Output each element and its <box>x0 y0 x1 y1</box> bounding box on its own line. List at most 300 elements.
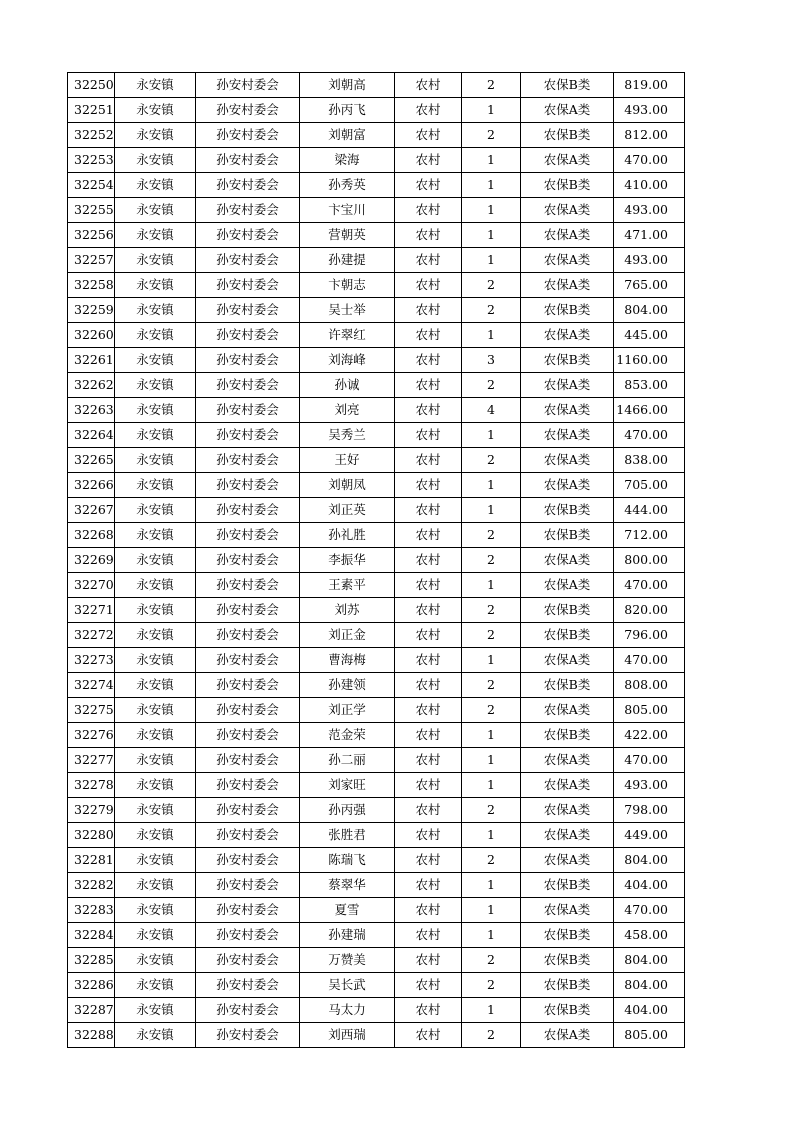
table-row <box>68 948 685 973</box>
town-cell: 永安镇 <box>115 673 196 698</box>
amount-cell: 404.00 <box>614 873 685 898</box>
insurance-category-cell: 农保A类 <box>521 198 614 223</box>
area-type-cell: 农村 <box>395 398 462 423</box>
household-count-cell: 2 <box>462 973 521 998</box>
town-cell: 永安镇 <box>115 623 196 648</box>
insurance-category-cell: 农保A类 <box>521 773 614 798</box>
amount-cell: 470.00 <box>614 898 685 923</box>
name-cell: 孙建瑞 <box>300 923 395 948</box>
name-cell: 曹海梅 <box>300 648 395 673</box>
village-committee-cell: 孙安村委会 <box>196 698 300 723</box>
household-count-cell: 2 <box>462 623 521 648</box>
household-count-cell: 1 <box>462 248 521 273</box>
table-row <box>68 523 685 548</box>
row-id-cell: 32281 <box>68 848 115 873</box>
area-type-cell: 农村 <box>395 923 462 948</box>
amount-cell: 493.00 <box>614 248 685 273</box>
household-count-cell: 2 <box>462 298 521 323</box>
insurance-category-cell: 农保A类 <box>521 323 614 348</box>
town-cell: 永安镇 <box>115 598 196 623</box>
insurance-category-cell: 农保A类 <box>521 698 614 723</box>
village-committee-cell: 孙安村委会 <box>196 1023 300 1048</box>
town-cell: 永安镇 <box>115 923 196 948</box>
household-count-cell: 2 <box>462 698 521 723</box>
village-committee-cell: 孙安村委会 <box>196 198 300 223</box>
table-row <box>68 748 685 773</box>
table-row <box>68 373 685 398</box>
town-cell: 永安镇 <box>115 423 196 448</box>
village-committee-cell: 孙安村委会 <box>196 548 300 573</box>
name-cell: 刘家旺 <box>300 773 395 798</box>
name-cell: 马太力 <box>300 998 395 1023</box>
household-count-cell: 2 <box>462 848 521 873</box>
amount-cell: 805.00 <box>614 1023 685 1048</box>
village-committee-cell: 孙安村委会 <box>196 373 300 398</box>
amount-cell: 819.00 <box>614 73 685 98</box>
village-committee-cell: 孙安村委会 <box>196 673 300 698</box>
name-cell: 刘亮 <box>300 398 395 423</box>
name-cell: 夏雪 <box>300 898 395 923</box>
household-count-cell: 2 <box>462 523 521 548</box>
town-cell: 永安镇 <box>115 1023 196 1048</box>
insurance-category-cell: 农保A类 <box>521 98 614 123</box>
village-committee-cell: 孙安村委会 <box>196 223 300 248</box>
household-count-cell: 1 <box>462 648 521 673</box>
row-id-cell: 32271 <box>68 598 115 623</box>
table-row <box>68 973 685 998</box>
amount-cell: 1466.00 <box>614 398 685 423</box>
village-committee-cell: 孙安村委会 <box>196 773 300 798</box>
village-committee-cell: 孙安村委会 <box>196 748 300 773</box>
name-cell: 刘正金 <box>300 623 395 648</box>
name-cell: 孙建领 <box>300 673 395 698</box>
village-committee-cell: 孙安村委会 <box>196 398 300 423</box>
table-row <box>68 548 685 573</box>
name-cell: 吴长武 <box>300 973 395 998</box>
name-cell: 孙二丽 <box>300 748 395 773</box>
table-row <box>68 998 685 1023</box>
amount-cell: 712.00 <box>614 523 685 548</box>
area-type-cell: 农村 <box>395 273 462 298</box>
area-type-cell: 农村 <box>395 648 462 673</box>
area-type-cell: 农村 <box>395 598 462 623</box>
area-type-cell: 农村 <box>395 248 462 273</box>
area-type-cell: 农村 <box>395 698 462 723</box>
row-id-cell: 32284 <box>68 923 115 948</box>
name-cell: 卞宝川 <box>300 198 395 223</box>
row-id-cell: 32276 <box>68 723 115 748</box>
insurance-category-cell: 农保A类 <box>521 648 614 673</box>
name-cell: 刘海峰 <box>300 348 395 373</box>
village-committee-cell: 孙安村委会 <box>196 898 300 923</box>
insurance-category-cell: 农保A类 <box>521 1023 614 1048</box>
amount-cell: 765.00 <box>614 273 685 298</box>
area-type-cell: 农村 <box>395 848 462 873</box>
row-id-cell: 32279 <box>68 798 115 823</box>
amount-cell: 458.00 <box>614 923 685 948</box>
insurance-category-cell: 农保B类 <box>521 73 614 98</box>
row-id-cell: 32286 <box>68 973 115 998</box>
row-id-cell: 32282 <box>68 873 115 898</box>
town-cell: 永安镇 <box>115 698 196 723</box>
village-committee-cell: 孙安村委会 <box>196 148 300 173</box>
village-committee-cell: 孙安村委会 <box>196 473 300 498</box>
name-cell: 营朝英 <box>300 223 395 248</box>
table-row <box>68 798 685 823</box>
town-cell: 永安镇 <box>115 223 196 248</box>
row-id-cell: 32288 <box>68 1023 115 1048</box>
household-count-cell: 2 <box>462 673 521 698</box>
amount-cell: 804.00 <box>614 973 685 998</box>
row-id-cell: 32256 <box>68 223 115 248</box>
household-count-cell: 1 <box>462 173 521 198</box>
row-id-cell: 32257 <box>68 248 115 273</box>
row-id-cell: 32264 <box>68 423 115 448</box>
area-type-cell: 农村 <box>395 873 462 898</box>
name-cell: 刘西瑞 <box>300 1023 395 1048</box>
amount-cell: 493.00 <box>614 98 685 123</box>
row-id-cell: 32287 <box>68 998 115 1023</box>
amount-cell: 820.00 <box>614 598 685 623</box>
village-committee-cell: 孙安村委会 <box>196 948 300 973</box>
household-count-cell: 2 <box>462 373 521 398</box>
insurance-category-cell: 农保B类 <box>521 598 614 623</box>
town-cell: 永安镇 <box>115 98 196 123</box>
name-cell: 刘苏 <box>300 598 395 623</box>
name-cell: 刘正英 <box>300 498 395 523</box>
town-cell: 永安镇 <box>115 573 196 598</box>
town-cell: 永安镇 <box>115 648 196 673</box>
table-row <box>68 923 685 948</box>
name-cell: 刘正学 <box>300 698 395 723</box>
insurance-category-cell: 农保B类 <box>521 998 614 1023</box>
town-cell: 永安镇 <box>115 173 196 198</box>
row-id-cell: 32260 <box>68 323 115 348</box>
insurance-category-cell: 农保A类 <box>521 248 614 273</box>
row-id-cell: 32261 <box>68 348 115 373</box>
row-id-cell: 32262 <box>68 373 115 398</box>
row-id-cell: 32270 <box>68 573 115 598</box>
data-table <box>67 72 685 1048</box>
insurance-category-cell: 农保A类 <box>521 373 614 398</box>
row-id-cell: 32274 <box>68 673 115 698</box>
town-cell: 永安镇 <box>115 148 196 173</box>
area-type-cell: 农村 <box>395 198 462 223</box>
row-id-cell: 32275 <box>68 698 115 723</box>
table-row <box>68 423 685 448</box>
area-type-cell: 农村 <box>395 973 462 998</box>
table-row <box>68 598 685 623</box>
village-committee-cell: 孙安村委会 <box>196 273 300 298</box>
household-count-cell: 1 <box>462 748 521 773</box>
table-row <box>68 398 685 423</box>
town-cell: 永安镇 <box>115 398 196 423</box>
town-cell: 永安镇 <box>115 773 196 798</box>
table-row <box>68 348 685 373</box>
insurance-category-cell: 农保A类 <box>521 548 614 573</box>
row-id-cell: 32263 <box>68 398 115 423</box>
village-committee-cell: 孙安村委会 <box>196 123 300 148</box>
amount-cell: 410.00 <box>614 173 685 198</box>
household-count-cell: 1 <box>462 873 521 898</box>
row-id-cell: 32285 <box>68 948 115 973</box>
amount-cell: 804.00 <box>614 948 685 973</box>
table-row <box>68 498 685 523</box>
insurance-category-cell: 农保A类 <box>521 398 614 423</box>
town-cell: 永安镇 <box>115 123 196 148</box>
table-row <box>68 323 685 348</box>
area-type-cell: 农村 <box>395 123 462 148</box>
area-type-cell: 农村 <box>395 523 462 548</box>
area-type-cell: 农村 <box>395 1023 462 1048</box>
row-id-cell: 32265 <box>68 448 115 473</box>
household-count-cell: 4 <box>462 398 521 423</box>
town-cell: 永安镇 <box>115 748 196 773</box>
area-type-cell: 农村 <box>395 823 462 848</box>
household-count-cell: 2 <box>462 948 521 973</box>
table-row <box>68 898 685 923</box>
household-count-cell: 2 <box>462 798 521 823</box>
amount-cell: 705.00 <box>614 473 685 498</box>
row-id-cell: 32255 <box>68 198 115 223</box>
amount-cell: 445.00 <box>614 323 685 348</box>
insurance-category-cell: 农保B类 <box>521 123 614 148</box>
insurance-category-cell: 农保B类 <box>521 948 614 973</box>
table-row <box>68 223 685 248</box>
name-cell: 范金荣 <box>300 723 395 748</box>
town-cell: 永安镇 <box>115 498 196 523</box>
name-cell: 孙秀英 <box>300 173 395 198</box>
amount-cell: 800.00 <box>614 548 685 573</box>
row-id-cell: 32250 <box>68 73 115 98</box>
area-type-cell: 农村 <box>395 98 462 123</box>
household-count-cell: 1 <box>462 723 521 748</box>
insurance-category-cell: 农保B类 <box>521 673 614 698</box>
insurance-category-cell: 农保B类 <box>521 498 614 523</box>
name-cell: 刘朝富 <box>300 123 395 148</box>
amount-cell: 838.00 <box>614 448 685 473</box>
town-cell: 永安镇 <box>115 873 196 898</box>
name-cell: 刘朝高 <box>300 73 395 98</box>
table-row <box>68 298 685 323</box>
row-id-cell: 32254 <box>68 173 115 198</box>
area-type-cell: 农村 <box>395 323 462 348</box>
town-cell: 永安镇 <box>115 973 196 998</box>
row-id-cell: 32251 <box>68 98 115 123</box>
amount-cell: 805.00 <box>614 698 685 723</box>
area-type-cell: 农村 <box>395 673 462 698</box>
town-cell: 永安镇 <box>115 948 196 973</box>
insurance-category-cell: 农保B类 <box>521 173 614 198</box>
amount-cell: 853.00 <box>614 373 685 398</box>
amount-cell: 470.00 <box>614 573 685 598</box>
town-cell: 永安镇 <box>115 898 196 923</box>
village-committee-cell: 孙安村委会 <box>196 848 300 873</box>
amount-cell: 796.00 <box>614 623 685 648</box>
town-cell: 永安镇 <box>115 323 196 348</box>
area-type-cell: 农村 <box>395 948 462 973</box>
insurance-category-cell: 农保A类 <box>521 748 614 773</box>
name-cell: 刘朝凤 <box>300 473 395 498</box>
insurance-category-cell: 农保A类 <box>521 423 614 448</box>
village-committee-cell: 孙安村委会 <box>196 498 300 523</box>
town-cell: 永安镇 <box>115 548 196 573</box>
table-row <box>68 123 685 148</box>
amount-cell: 493.00 <box>614 198 685 223</box>
insurance-category-cell: 农保A类 <box>521 273 614 298</box>
village-committee-cell: 孙安村委会 <box>196 573 300 598</box>
town-cell: 永安镇 <box>115 798 196 823</box>
table-row <box>68 173 685 198</box>
village-committee-cell: 孙安村委会 <box>196 423 300 448</box>
insurance-category-cell: 农保A类 <box>521 848 614 873</box>
row-id-cell: 32268 <box>68 523 115 548</box>
village-committee-cell: 孙安村委会 <box>196 523 300 548</box>
village-committee-cell: 孙安村委会 <box>196 823 300 848</box>
household-count-cell: 2 <box>462 73 521 98</box>
village-committee-cell: 孙安村委会 <box>196 973 300 998</box>
village-committee-cell: 孙安村委会 <box>196 648 300 673</box>
row-id-cell: 32266 <box>68 473 115 498</box>
town-cell: 永安镇 <box>115 523 196 548</box>
table-row <box>68 623 685 648</box>
town-cell: 永安镇 <box>115 473 196 498</box>
row-id-cell: 32269 <box>68 548 115 573</box>
table-row <box>68 1023 685 1048</box>
row-id-cell: 32258 <box>68 273 115 298</box>
area-type-cell: 农村 <box>395 898 462 923</box>
row-id-cell: 32267 <box>68 498 115 523</box>
village-committee-cell: 孙安村委会 <box>196 323 300 348</box>
household-count-cell: 1 <box>462 773 521 798</box>
area-type-cell: 农村 <box>395 223 462 248</box>
town-cell: 永安镇 <box>115 848 196 873</box>
town-cell: 永安镇 <box>115 373 196 398</box>
town-cell: 永安镇 <box>115 298 196 323</box>
name-cell: 孙建提 <box>300 248 395 273</box>
row-id-cell: 32280 <box>68 823 115 848</box>
insurance-category-cell: 农保A类 <box>521 448 614 473</box>
amount-cell: 404.00 <box>614 998 685 1023</box>
table-row <box>68 673 685 698</box>
town-cell: 永安镇 <box>115 723 196 748</box>
insurance-category-cell: 农保B类 <box>521 348 614 373</box>
household-count-cell: 2 <box>462 598 521 623</box>
town-cell: 永安镇 <box>115 248 196 273</box>
village-committee-cell: 孙安村委会 <box>196 248 300 273</box>
household-count-cell: 1 <box>462 823 521 848</box>
area-type-cell: 农村 <box>395 373 462 398</box>
table-row <box>68 473 685 498</box>
insurance-category-cell: 农保A类 <box>521 573 614 598</box>
amount-cell: 470.00 <box>614 648 685 673</box>
name-cell: 万赞美 <box>300 948 395 973</box>
household-count-cell: 2 <box>462 273 521 298</box>
village-committee-cell: 孙安村委会 <box>196 98 300 123</box>
village-committee-cell: 孙安村委会 <box>196 723 300 748</box>
area-type-cell: 农村 <box>395 473 462 498</box>
village-committee-cell: 孙安村委会 <box>196 298 300 323</box>
table-row <box>68 698 685 723</box>
household-count-cell: 1 <box>462 423 521 448</box>
area-type-cell: 农村 <box>395 423 462 448</box>
insurance-category-cell: 农保A类 <box>521 798 614 823</box>
household-count-cell: 1 <box>462 148 521 173</box>
table-row <box>68 823 685 848</box>
table-row <box>68 648 685 673</box>
table-row <box>68 273 685 298</box>
name-cell: 王好 <box>300 448 395 473</box>
amount-cell: 449.00 <box>614 823 685 848</box>
amount-cell: 471.00 <box>614 223 685 248</box>
insurance-category-cell: 农保A类 <box>521 223 614 248</box>
row-id-cell: 32277 <box>68 748 115 773</box>
village-committee-cell: 孙安村委会 <box>196 873 300 898</box>
row-id-cell: 32273 <box>68 648 115 673</box>
name-cell: 孙诚 <box>300 373 395 398</box>
village-committee-cell: 孙安村委会 <box>196 348 300 373</box>
household-count-cell: 1 <box>462 473 521 498</box>
household-count-cell: 1 <box>462 898 521 923</box>
town-cell: 永安镇 <box>115 448 196 473</box>
village-committee-cell: 孙安村委会 <box>196 598 300 623</box>
table-row <box>68 198 685 223</box>
amount-cell: 493.00 <box>614 773 685 798</box>
name-cell: 孙礼胜 <box>300 523 395 548</box>
name-cell: 梁海 <box>300 148 395 173</box>
insurance-category-cell: 农保B类 <box>521 623 614 648</box>
household-count-cell: 2 <box>462 548 521 573</box>
name-cell: 王素平 <box>300 573 395 598</box>
insurance-category-cell: 农保A类 <box>521 148 614 173</box>
amount-cell: 1160.00 <box>614 348 685 373</box>
row-id-cell: 32253 <box>68 148 115 173</box>
household-count-cell: 1 <box>462 98 521 123</box>
name-cell: 许翠红 <box>300 323 395 348</box>
area-type-cell: 农村 <box>395 773 462 798</box>
insurance-category-cell: 农保B类 <box>521 298 614 323</box>
name-cell: 卞朝志 <box>300 273 395 298</box>
name-cell: 孙丙强 <box>300 798 395 823</box>
table-row <box>68 148 685 173</box>
table-row <box>68 248 685 273</box>
name-cell: 吴士举 <box>300 298 395 323</box>
amount-cell: 444.00 <box>614 498 685 523</box>
insurance-category-cell: 农保B类 <box>521 873 614 898</box>
row-id-cell: 32272 <box>68 623 115 648</box>
village-committee-cell: 孙安村委会 <box>196 448 300 473</box>
area-type-cell: 农村 <box>395 148 462 173</box>
town-cell: 永安镇 <box>115 273 196 298</box>
area-type-cell: 农村 <box>395 498 462 523</box>
household-count-cell: 1 <box>462 223 521 248</box>
table-row <box>68 873 685 898</box>
row-id-cell: 32252 <box>68 123 115 148</box>
village-committee-cell: 孙安村委会 <box>196 998 300 1023</box>
row-id-cell: 32283 <box>68 898 115 923</box>
name-cell: 蔡翠华 <box>300 873 395 898</box>
name-cell: 吴秀兰 <box>300 423 395 448</box>
village-committee-cell: 孙安村委会 <box>196 73 300 98</box>
area-type-cell: 农村 <box>395 348 462 373</box>
household-count-cell: 1 <box>462 498 521 523</box>
household-count-cell: 2 <box>462 448 521 473</box>
name-cell: 陈瑞飞 <box>300 848 395 873</box>
household-count-cell: 1 <box>462 198 521 223</box>
amount-cell: 470.00 <box>614 148 685 173</box>
town-cell: 永安镇 <box>115 823 196 848</box>
amount-cell: 422.00 <box>614 723 685 748</box>
